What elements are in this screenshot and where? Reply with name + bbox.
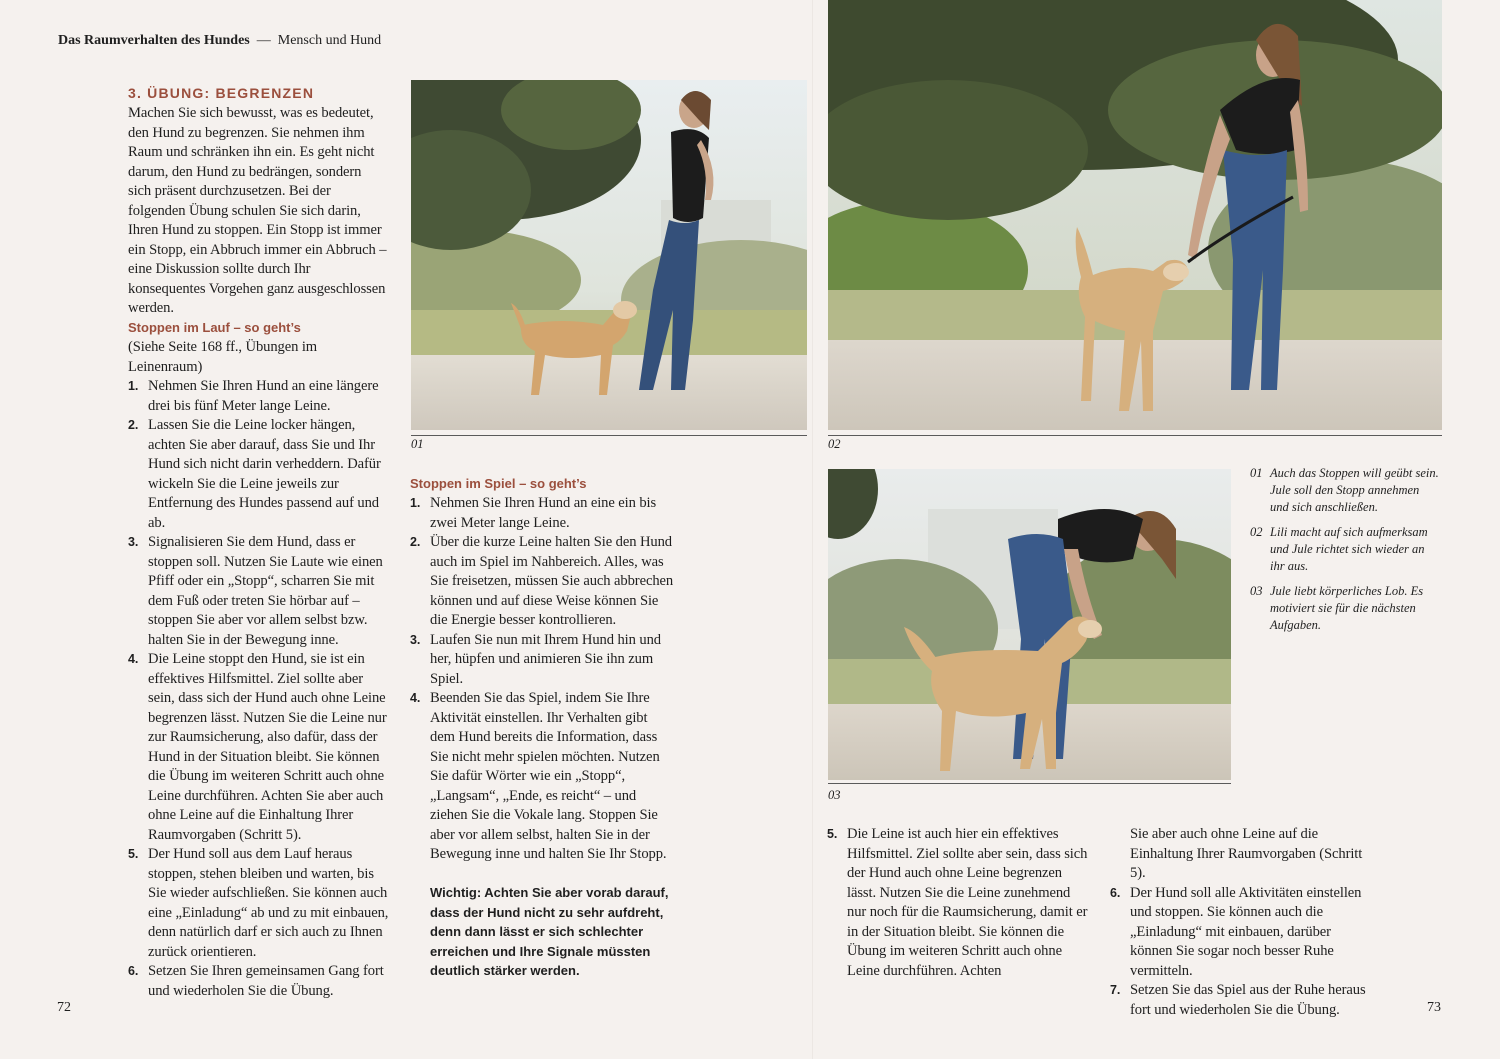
step-item xyxy=(1110,981,1372,1020)
step-number: 2. xyxy=(128,418,139,432)
step-item xyxy=(410,689,674,865)
step-text: Nehmen Sie Ihren Hund an eine längere drei bis fünf Meter lange Leine. xyxy=(148,378,379,414)
running-head-section: Mensch und Hund xyxy=(277,33,382,48)
step-item xyxy=(128,416,390,533)
step-number: 4. xyxy=(410,691,421,705)
caption-text: Lili macht auf sich aufmerksam und Jule richtet sich wieder an ihr aus. xyxy=(1270,525,1428,573)
spiel-steps-list xyxy=(410,494,674,865)
photo-01 xyxy=(411,80,807,430)
step-number: 6. xyxy=(1110,885,1121,900)
spiel-note: Wichtig: Achten Sie aber vorab darauf, dass der Hund nicht zu sehr aufdreht, denn dann lässt er sich schlechter erreichen und Ihre Signale müssten deutlich stärker werden. xyxy=(430,885,669,978)
caption-number: 02 xyxy=(1250,525,1263,539)
page-number-left: 72 xyxy=(57,1000,71,1015)
photo-01-image xyxy=(411,80,807,430)
caption-text: Auch das Stoppen will geübt sein. Jule soll den Stopp annehmen und sich anschließen. xyxy=(1270,466,1439,514)
running-head-chapter: Das Raumverhalten des Hundes xyxy=(58,33,250,48)
step-item xyxy=(1110,884,1372,982)
lauf-steps-list xyxy=(128,377,390,1001)
step-number: 2. xyxy=(410,535,421,549)
step-text: Die Leine stoppt den Hund, sie ist ein effektives Hilfsmittel. Ziel sollte aber sein, dass sich der Hund auch ohne Leine begrenzen lässt. Nutzen Sie die Leine nur zur Raumsicherung, also dafür, dass der Hund in der Situation bleibt. Sie können die Übung im weiteren Schritt auch ohne Leine durchführen. Achten Sie aber auch ohne Leine auf die Einhaltung Ihrer Raumvorgaben (Schritt 5). xyxy=(148,651,387,843)
caption-number: 03 xyxy=(1250,584,1263,598)
photo-02-rule xyxy=(828,435,1442,436)
step-text: Laufen Sie nun mit Ihrem Hund hin und her, hüpfen und animieren Sie ihn zum Spiel. xyxy=(430,631,661,687)
captions-list xyxy=(1250,465,1440,642)
step-text: Die Leine ist auch hier ein effektives Hilfsmittel. Ziel sollte aber sein, dass sich der Hund auch ohne Leine begrenzen lässt. Nutzen Sie die Leine zunehmend nur noch für die Raumsicherung, damit er in der Situation bleibt. Sie können die Übung im weiteren Schritt auch ohne Leine durchführen. Achten xyxy=(847,826,1088,979)
step-item xyxy=(128,650,390,845)
step-number: 3. xyxy=(128,535,139,549)
caption-text: Jule liebt körperliches Lob. Es motiviert sie für die nächsten Aufgaben. xyxy=(1270,584,1424,632)
right-col-b xyxy=(1110,825,1372,1020)
spiel-heading: Stoppen im Spiel – so geht’s xyxy=(410,476,587,491)
caption-item xyxy=(1250,524,1440,575)
running-head-separator: — xyxy=(256,33,271,48)
photo-03 xyxy=(828,469,1231,780)
step-number: 5. xyxy=(128,847,139,861)
photo-03-label: 03 xyxy=(828,788,841,802)
step-text: Der Hund soll aus dem Lauf heraus stoppen, stehen bleiben und warten, bis Sie wieder aufschließen. Sie können auch eine „Einladung“ ab und zu mit einbauen, denn natürlich darf er sich auch zu Ihnen zurück orientieren. xyxy=(148,846,389,960)
photo-02-image xyxy=(828,0,1442,430)
lauf-reference: (Siehe Seite 168 ff., Übungen im Leinenraum) xyxy=(128,339,318,375)
right-steps-list-b xyxy=(1110,884,1372,1021)
step-text: Über die kurze Leine halten Sie den Hund auch im Spiel im Nahbereich. Alles, was Sie freisetzen, müssen Sie auch abbrechen können und auf diese Weise können Sie die Energie besser kontrollieren. xyxy=(430,534,674,628)
photo-03-rule xyxy=(828,783,1231,784)
section-title: 3. ÜBUNG: BEGRENZEN xyxy=(128,85,315,101)
step-number: 6. xyxy=(128,964,139,978)
caption-number: 01 xyxy=(1250,466,1263,480)
page-number-right: 73 xyxy=(1427,1000,1441,1015)
caption-item xyxy=(1250,465,1440,516)
step-item xyxy=(827,825,1089,981)
photo-03-image xyxy=(828,469,1231,780)
step-text: Lassen Sie die Leine locker hängen, achten Sie aber darauf, dass Sie und Ihr Hund sich nicht darin verheddern. Dafür wickeln Sie die Leine jeweils zur Entfernung des Hundes passend auf und ab. xyxy=(148,417,381,531)
exercise-intro: Machen Sie sich bewusst, was es bedeutet, den Hund zu begrenzen. Sie nehmen ihm Raum und schränken ihn ein. Es geht nicht darum, den Hund zu bedrängen, sondern sich präsent durchzusetzen. Bei der folgenden Übung schulen Sie sich darin, Ihren Hund zu stoppen. Ein Stopp ist immer ein Stopp, ein Abbruch immer ein Abbruch – eine Diskussion sollte durch Ihr konsequentes Vorgehen ganz ausgeschlossen werden. xyxy=(128,105,387,316)
step-number: 1. xyxy=(128,379,139,393)
step-text: Setzen Sie das Spiel aus der Ruhe heraus fort und wiederholen Sie die Übung. xyxy=(1130,982,1366,1018)
running-head xyxy=(58,33,381,49)
right-steps-list-a xyxy=(827,825,1089,981)
step-number: 7. xyxy=(1110,983,1121,997)
step-text: Setzen Sie Ihren gemeinsamen Gang fort und wiederholen Sie die Übung. xyxy=(148,963,384,999)
step-text: Der Hund soll alle Aktivitäten einstellen und stoppen. Sie können auch die „Einladung“ mit einbauen, darüber können Sie sogar noch besser Ruhe vermitteln. xyxy=(1130,884,1362,979)
step-item xyxy=(410,631,674,690)
step-item xyxy=(410,494,674,533)
photo-01-label: 01 xyxy=(411,437,424,451)
step-item xyxy=(128,962,390,1001)
step-item xyxy=(128,845,390,962)
step-item xyxy=(410,533,674,631)
step-text: Beenden Sie das Spiel, indem Sie Ihre Aktivität einstellen. Ihr Verhalten gibt dem Hund bereits die Information, dass Sie nicht mehr spielen möchten. Nutzen Sie dafür Wörter wie ein „Stopp“, „Langsam“, „Ende, es reicht“ – und ziehen Sie die Vokale lang. Stoppen Sie aber vor allem selbst, halten Sie in der Bewegung inne und halten Sie Ihr Stopp. xyxy=(430,690,667,862)
right-col-b-continuation: Sie aber auch ohne Leine auf die Einhaltung Ihrer Raumvorgaben (Schritt 5). xyxy=(1130,826,1363,881)
photo-02 xyxy=(828,0,1442,430)
step-number: 3. xyxy=(410,632,421,647)
step-number: 5. xyxy=(827,827,838,841)
lauf-heading: Stoppen im Lauf – so geht’s xyxy=(128,320,301,335)
photo-02-label: 02 xyxy=(828,437,841,451)
photo-01-rule xyxy=(411,435,807,436)
step-number: 1. xyxy=(410,496,421,510)
step-text: Signalisieren Sie dem Hund, dass er stoppen soll. Nutzen Sie Laute wie einen Pfiff oder ein „Stopp“, scharren Sie mit dem Fuß oder treten Sie hörbar auf – stoppen Sie aber vor allem selbst bzw. halten Sie in der Bewegung inne. xyxy=(148,534,383,648)
step-text: Nehmen Sie Ihren Hund an eine ein bis zwei Meter lange Leine. xyxy=(430,495,657,531)
page-gutter xyxy=(812,0,813,1059)
step-item xyxy=(128,377,390,416)
caption-item xyxy=(1250,583,1440,634)
step-number: 4. xyxy=(128,652,139,666)
step-item xyxy=(128,533,390,650)
